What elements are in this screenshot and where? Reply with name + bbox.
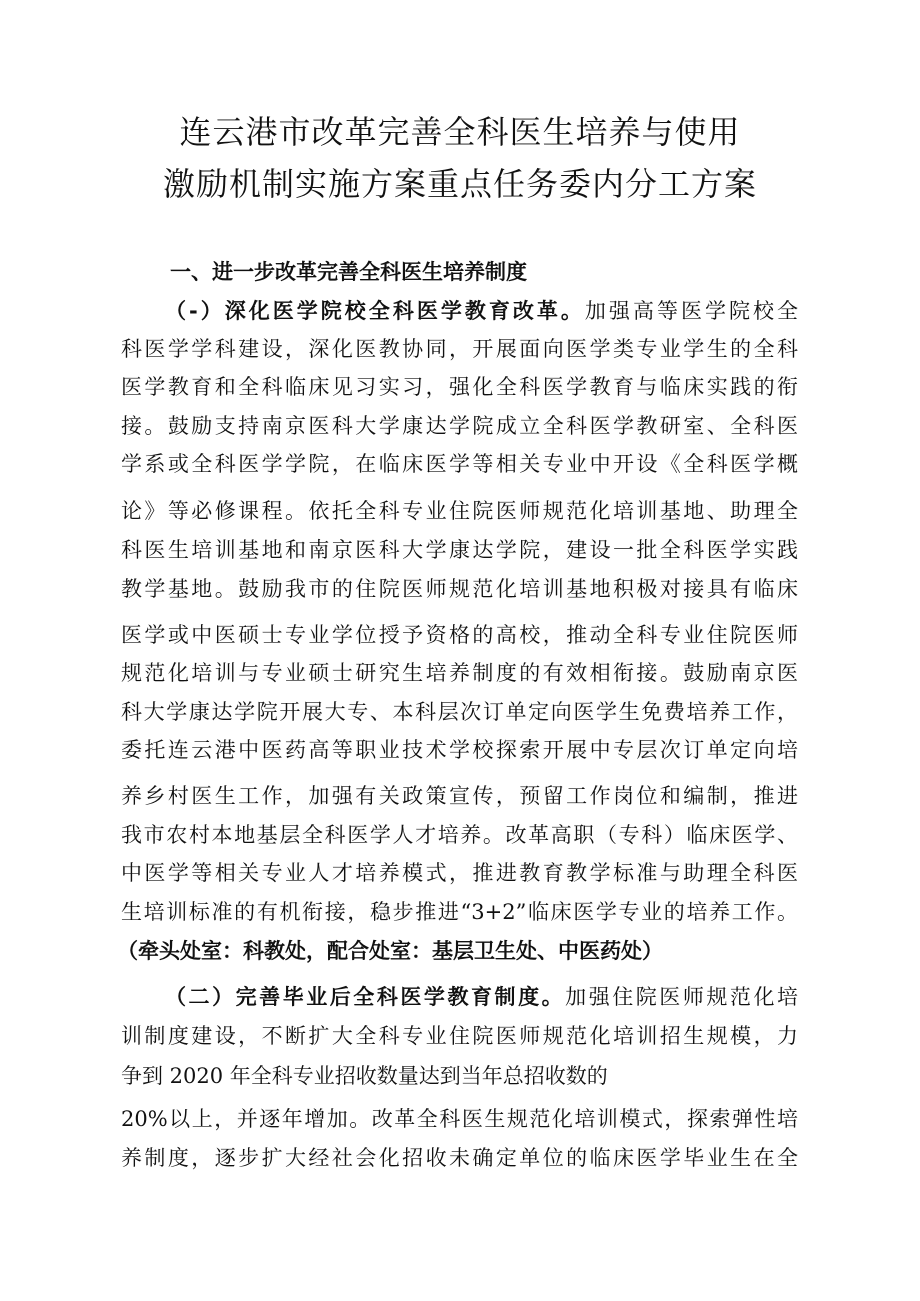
item-1-responsibility: （牵头处室：科教处，配合处室：基层卫生处、中医药处） (117, 939, 663, 963)
item-2-line: 养制度，逐步扩大经社会化招收未确定单位的临床医学毕业生在全 (121, 1146, 798, 1170)
item-1-line: 我市农村本地基层全科医学人才培养。改革高职（专科）临床医学、 (121, 823, 798, 847)
item-1-line-1-rest: 加强高等医学院校全 (584, 299, 799, 323)
item-1-line: 科医学学科建设，深化医教协同，开展面向医学类专业学生的全科 (121, 337, 798, 361)
item-1-line: 中医学等相关专业人才培养模式，推进教育教学标准与助理全科医 (121, 861, 798, 885)
item-2-heading: （二）完善毕业后全科医学教育制度。 (165, 985, 566, 1009)
item-1-line: 医学或中医硕士专业学位授予资格的高校，推动全科专业住院医师 (121, 623, 798, 647)
item-2-first-line (165, 982, 798, 1012)
item-1-line: 生培训标准的有机衔接，稳步推进“3+2”临床医学专业的培养工作。 (121, 900, 798, 924)
item-1-line: 论》等必修课程。依托全科专业住院医师规范化培训基地、助理全 (121, 499, 798, 523)
document-title-line-2: 激励机制实施方案重点任务委内分工方案 (162, 165, 757, 203)
document-title-line-1: 连云港市改革完善全科医生培养与使用 (179, 113, 741, 151)
item-1-line: 医学教育和全科临床见习实习，强化全科医学教育与临床实践的衔 (121, 375, 798, 399)
item-1-line: 接。鼓励支持南京医科大学康达学院成立全科医学教研室、全科医 (121, 414, 798, 438)
item-2-line: 训制度建设，不断扩大全科专业住院医师规范化培训招生规模，力 (121, 1024, 798, 1048)
item-1-line: 教学基地。鼓励我市的住院医师规范化培训基地积极对接具有临床 (121, 577, 798, 601)
item-2-line: 争到 2020 年全科专业招收数量达到当年总招收数的 (121, 1064, 608, 1088)
item-1-line: 养乡村医生工作，加强有关政策宣传，预留工作岗位和编制，推进 (121, 784, 798, 808)
item-1-line: 学系或全科医学学院，在临床医学等相关专业中开设《全科医学概 (121, 452, 798, 476)
item-1-line: 科医生培训基地和南京医科大学康达学院，建设一批全科医学实践 (121, 538, 798, 562)
item-1-heading: （-）深化医学院校全科医学教育改革。 (165, 299, 585, 323)
item-1-first-line (165, 296, 798, 326)
item-2-line: 20%以上，并逐年增加。改革全科医生规范化培训模式，探索弹性培 (121, 1107, 798, 1131)
item-1-line: 科大学康达学院开展大专、本科层次订单定向医学生免费培养工作， (121, 700, 798, 724)
section-1-heading: 一、进一步改革完善全科医生培养制度 (170, 260, 527, 284)
item-1-line: 规范化培训与专业硕士研究生培养制度的有效相衔接。鼓励南京医 (121, 661, 798, 685)
item-2-line-1-rest: 加强住院医师规范化培 (565, 985, 799, 1009)
item-1-line: 委托连云港中医药高等职业技术学校探索开展中专层次订单定向培 (121, 738, 798, 762)
